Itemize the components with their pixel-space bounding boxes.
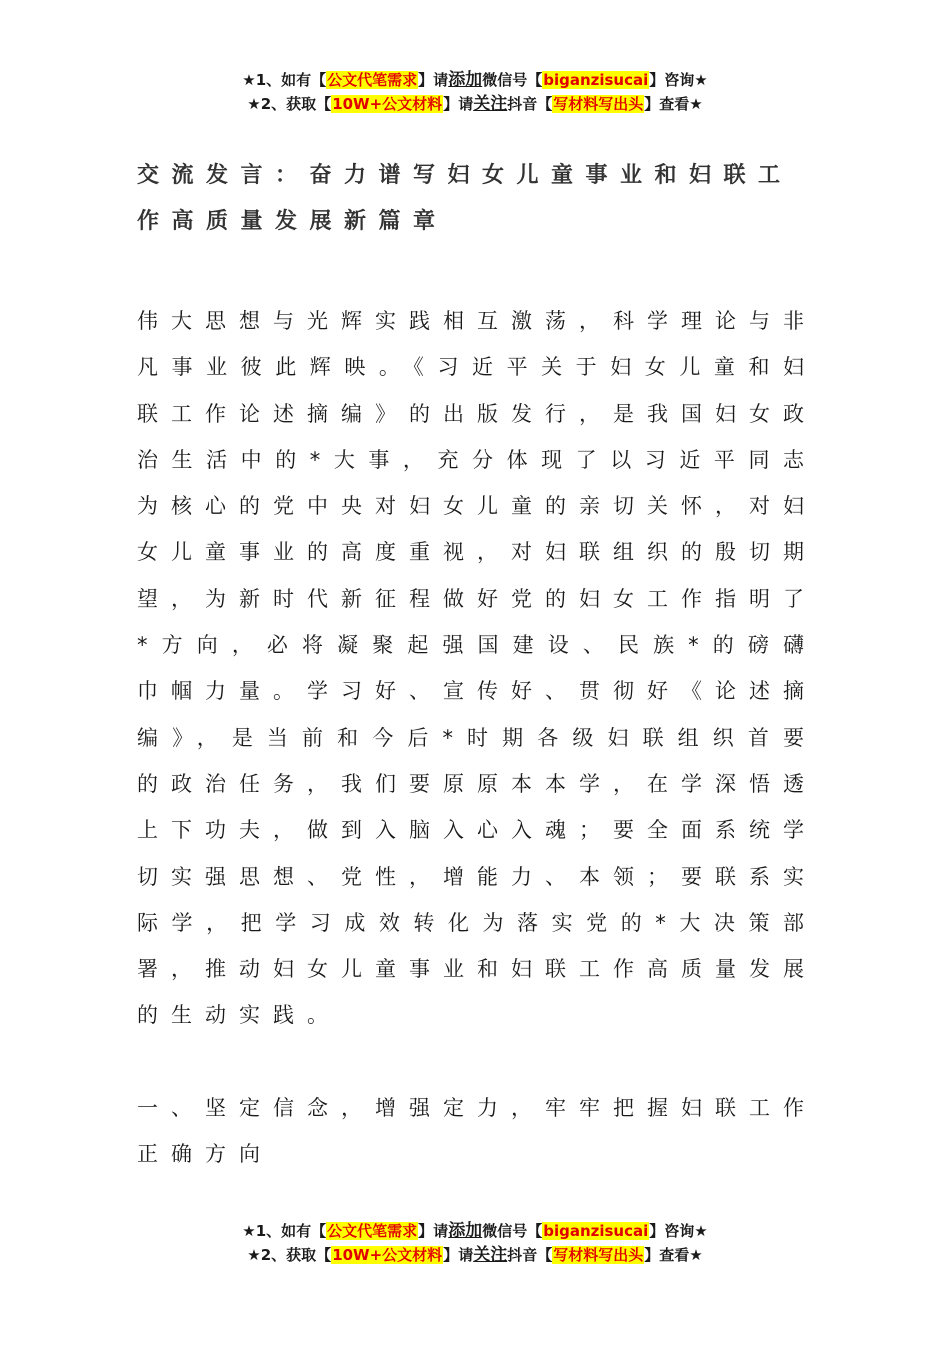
promo-text: 微信号【 xyxy=(482,71,543,89)
promo-text: 】请 xyxy=(418,71,449,89)
wechat-id: biganzisucai xyxy=(543,1222,649,1240)
douyin-account: 写材料写出头 xyxy=(553,1246,644,1264)
promo-text: ★2、获取【 xyxy=(247,95,332,113)
promo-highlight: 公文代笔需求 xyxy=(327,1222,418,1240)
body-paragraph: 伟大思想与光辉实践相互激荡，科学理论与非凡事业彼此辉映。《习近平关于妇女儿童和妇联工作论述摘编》的出版发行，是我国妇女政治生活中的*大事，充分体现了以习近平同志为核心的党中央对妇女儿童的亲切关怀，对妇女儿童事业的高度重视，对妇联组织的殷切期望，为新时代新征程做好党的妇女工作指明了*方向，必将凝聚起强国建设、民族*的磅礴巾帼力量。学习好、宣传好、贯彻好《论述摘编》，是当前和今后*时期各级妇联组织首要的政治任务，我们要原原本本学，在学深悟透上下功夫，做到入脑入心入魂；要全面系统学切实强思想、党性，增能力、本领；要联系实际学，把学习成效转化为落实党的*大决策部署，推动妇女儿童事业和妇联工作高质量发展的生动实践。 xyxy=(137,309,817,1028)
promo-text: ★1、如有【 xyxy=(242,71,327,89)
document-title: 交流发言：奋力谱写妇女儿童事业和妇联工作高质量发展新篇章 xyxy=(137,163,793,234)
promo-text: 】请 xyxy=(443,95,474,113)
promo-underline: 添加 xyxy=(448,70,483,90)
promo-line-2 xyxy=(0,1243,950,1267)
promo-highlight: 公文代笔需求 xyxy=(327,71,418,89)
promo-highlight: 10W+公文材料 xyxy=(332,95,443,113)
wechat-id: biganzisucai xyxy=(543,71,649,89)
promo-text: 抖音【 xyxy=(507,1246,553,1264)
promo-highlight: 10W+公文材料 xyxy=(332,1246,443,1264)
promo-underline: 添加 xyxy=(448,1221,483,1241)
section-heading: 一、坚定信念，增强定力，牢牢把握妇联工作正确方向 xyxy=(137,1096,817,1167)
promo-banner-top xyxy=(0,68,950,116)
promo-line-2 xyxy=(0,92,950,116)
promo-text: 微信号【 xyxy=(482,1222,543,1240)
promo-text: 】请 xyxy=(418,1222,449,1240)
promo-banner-bottom xyxy=(0,1219,950,1267)
douyin-account: 写材料写出头 xyxy=(553,95,644,113)
promo-underline: 关注 xyxy=(473,94,508,114)
promo-text: 】请 xyxy=(443,1246,474,1264)
promo-text: 】咨询★ xyxy=(649,71,708,89)
promo-text: ★1、如有【 xyxy=(242,1222,327,1240)
promo-text: ★2、获取【 xyxy=(247,1246,332,1264)
promo-text: 】查看★ xyxy=(644,95,703,113)
promo-text: 】咨询★ xyxy=(649,1222,708,1240)
promo-text: 抖音【 xyxy=(507,95,553,113)
promo-text: 】查看★ xyxy=(644,1246,703,1264)
promo-line-1 xyxy=(0,1219,950,1243)
promo-line-1 xyxy=(0,68,950,92)
promo-underline: 关注 xyxy=(473,1245,508,1265)
